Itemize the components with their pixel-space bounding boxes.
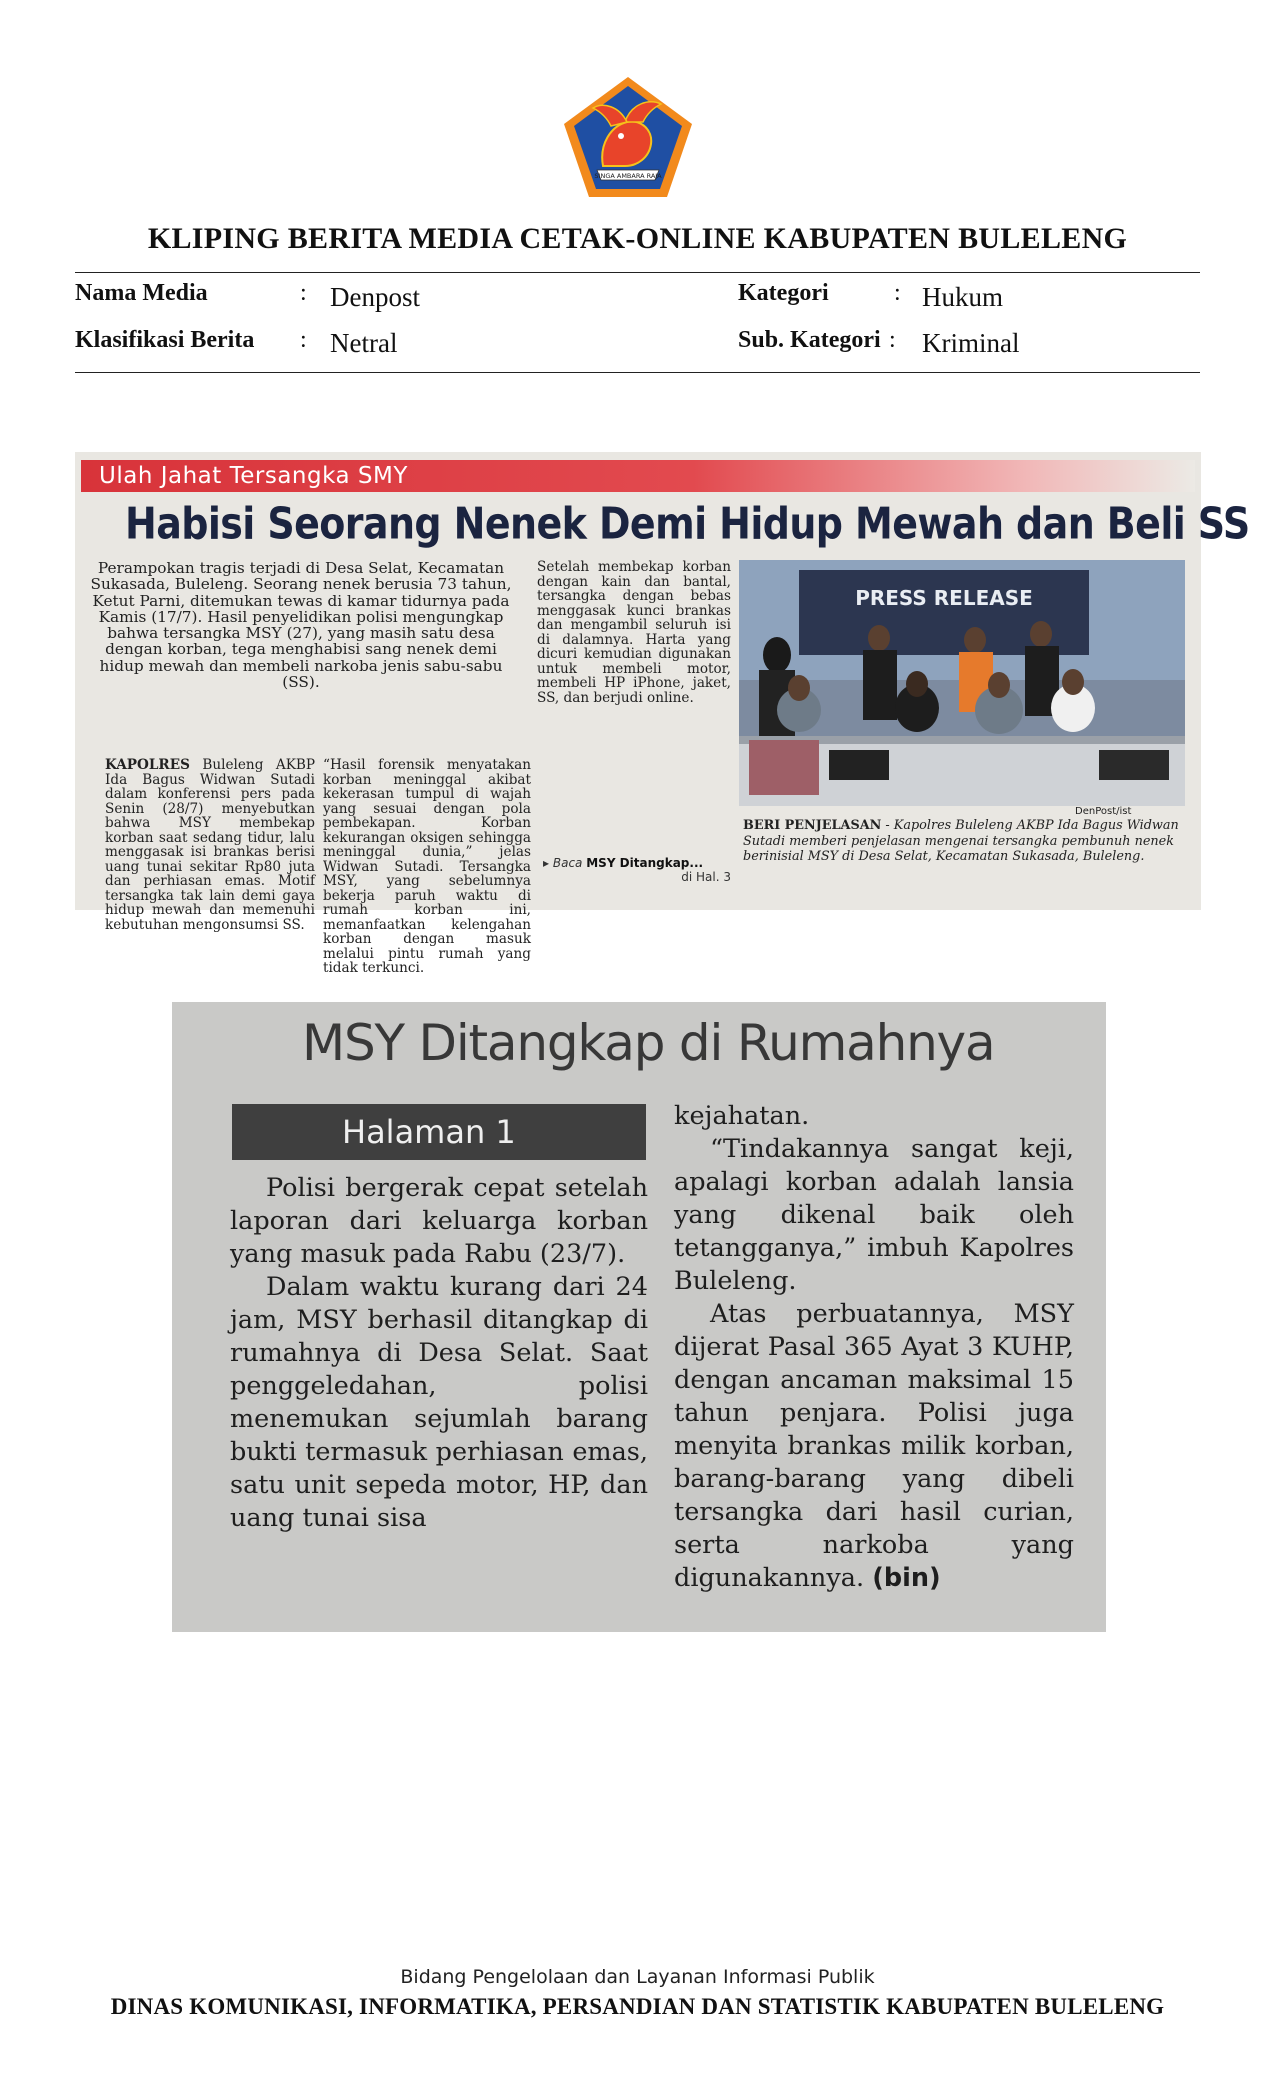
photo-banner: PRESS RELEASE xyxy=(855,586,1033,610)
page-title: KLIPING BERITA MEDIA CETAK-ONLINE KABUPATEN BULELENG xyxy=(147,222,1128,255)
logo-motto: SINGA AMBARA RAJA xyxy=(594,172,662,180)
subcategory-label: Sub. Kategori xyxy=(738,327,881,353)
section-label: Halaman 1 xyxy=(342,1113,516,1151)
category-value: Hukum xyxy=(922,282,1003,312)
news-clipping-1 xyxy=(75,452,1250,976)
media-separator: : xyxy=(300,280,307,306)
classification-label: Klasifikasi Berita xyxy=(75,327,255,353)
paragraph: “Tindakannya sangat keji, apalagi korban adalah lansia yang dikenal baik oleh tetangganya,” imbuh Kapolres Buleleng. xyxy=(674,1134,1074,1296)
paragraph: Atas perbuatannya, MSY dijerat Pasal 365 Ayat 3 KUHP, dengan ancaman maksimal 15 tahun penjara. Polisi juga menyita brankas milik korban, barang-barang yang dibeli tersangka dari hasil curian, serta narkoba yang digunakannya. (bin) xyxy=(674,1299,1074,1593)
media-label: Nama Media xyxy=(75,280,208,306)
category-label: Kategori xyxy=(738,280,829,306)
paragraph: kejahatan. xyxy=(674,1101,810,1131)
clipping1-column-3: Setelah membekap korban dengan kain dan bantal, tersangka dengan bebas menggasak kunci brankas dan mengambil seluruh isi di dalamnya. Harta yang dicuri kemudian digunakan untuk membeli motor, membeli HP iPhone, jaket, SS, dan berjudi online. xyxy=(537,559,731,706)
subcategory-separator: : xyxy=(889,327,896,353)
clipping2-column-right xyxy=(674,1100,1074,1595)
buleleng-logo xyxy=(561,74,695,200)
subcategory-value: Kriminal xyxy=(922,328,1020,358)
clipping1-lead: Perampokan tragis terjadi di Desa Selat, Kecamatan Sukasada, Buleleng. Seorang nenek berusia 73 tahun, Ketut Parni, ditemukan tewas di kamar tidurnya pada Kamis (17/7). Hasil penyelidikan polisi mengungkap bahwa tersangka MSY (27), yang masih satu desa dengan korban, tega menghabisi sang nenek demi hidup mewah dan membeli narkoba jenis sabu-sabu (SS). xyxy=(90,559,512,692)
paragraph: Dalam waktu kurang dari 24 jam, MSY berhasil ditangkap di rumahnya di Desa Selat. Saat penggeledahan, polisi menemukan sejumlah barang bukti termasuk perhiasan emas, satu unit sepeda motor, HP, dan uang tunai sisa xyxy=(230,1272,648,1533)
kicker-bar xyxy=(81,460,1195,492)
press-conference-photo xyxy=(739,560,1185,806)
footer-division: Bidang Pengelolaan dan Layanan Informasi Publik xyxy=(400,1966,875,1988)
photo-credit: DenPost/ist xyxy=(1075,806,1132,817)
news-clipping-2 xyxy=(172,1002,1106,1632)
media-value: Denpost xyxy=(330,282,420,312)
triangle-icon: ▸ xyxy=(543,856,550,870)
category-separator: : xyxy=(894,280,901,306)
footer-agency: DINAS KOMUNIKASI, INFORMATIKA, PERSANDIAN DAN STATISTIK KABUPATEN BULELENG xyxy=(110,1994,1165,2019)
bottom-divider xyxy=(75,372,1200,373)
section-band xyxy=(232,1104,646,1160)
continued-reference: ▸ Baca MSY Ditangkap... di Hal. 3 xyxy=(543,856,731,884)
classification-value: Netral xyxy=(330,328,398,358)
paragraph: Polisi bergerak cepat setelah laporan dari keluarga korban yang masuk pada Rabu (23/7). xyxy=(230,1173,648,1269)
photo-caption: BERI PENJELASAN - Kapolres Buleleng AKBP Ida Bagus Widwan Sutadi memberi penjelasan mengenai tersangka pembunuh nenek berinisial MSY di Desa Selat, Kecamatan Sukasada, Buleleng. xyxy=(743,818,1179,864)
top-divider xyxy=(75,272,1200,273)
clipping2-column-left xyxy=(230,1172,648,1535)
classification-separator: : xyxy=(300,327,307,353)
kicker-text: Ulah Jahat Tersangka SMY xyxy=(99,463,408,489)
clipping2-headline: MSY Ditangkap di Rumahnya xyxy=(302,1014,995,1072)
clipping1-column-1: KAPOLRES Buleleng AKBP Ida Bagus Widwan Sutadi dalam konferensi pers pada Senin (28/7) menyebutkan bahwa MSY membekap korban saat sedang tidur, lalu menggasak isi brankas berisi uang tunai sekitar Rp80 juta dan perhiasan emas. Motif tersangka tak lain demi gaya hidup mewah dan memenuhi kebutuhan mengonsumsi SS. xyxy=(105,757,315,933)
author-signature: (bin) xyxy=(872,1563,941,1593)
clipping1-headline: Habisi Seorang Nenek Demi Hidup Mewah dan Beli SS xyxy=(125,498,1250,549)
clipping1-column-2: “Hasil forensik menyatakan korban meninggal akibat kekerasan tumpul di wajah yang sesuai dengan pola pembekapan. Korban kekurangan oksigen sehingga meninggal dunia,” jelas Widwan Sutadi. Tersangka MSY, yang sebelumnya bekerja paruh waktu di rumah korban ini, memanfaatkan kelengahan korban dengan masuk melalui pintu rumah yang tidak terkunci. xyxy=(323,757,531,976)
